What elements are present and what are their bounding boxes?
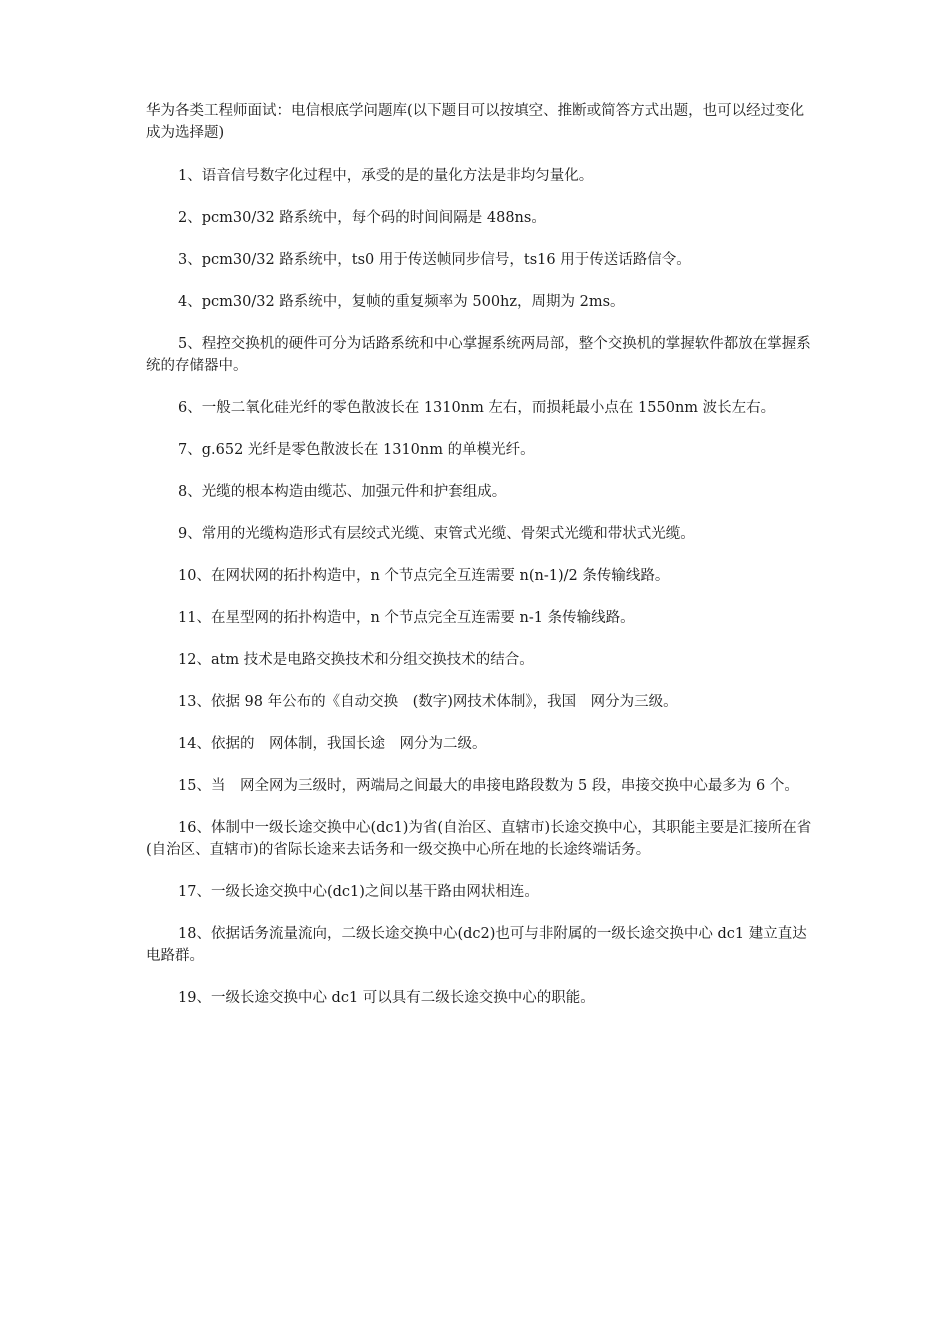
question-item: 18、依据话务流量流向，二级长途交换中心(dc2)也可与非附属的一级长途交换中心 dc1 建立直达电路群。 xyxy=(146,926,807,964)
question-item: 1、语音信号数字化过程中，承受的是的量化方法是非均匀量化。 xyxy=(178,168,594,184)
question-item: 12、atm 技术是电路交换技术和分组交换技术的结合。 xyxy=(178,652,534,668)
question-item: 11、在星型网的拓扑构造中，n 个节点完全互连需要 n-1 条传输线路。 xyxy=(178,610,635,626)
question-item: 3、pcm30/32 路系统中，ts0 用于传送帧同步信号，ts16 用于传送话路信令。 xyxy=(178,252,691,268)
document-intro: 华为各类工程师面试：电信根底学问题库(以下题目可以按填空、推断或简答方式出题，也可以经过变化成为选择题) xyxy=(146,103,805,141)
question-item: 4、pcm30/32 路系统中，复帧的重复频率为 500hz，周期为 2ms。 xyxy=(178,294,625,310)
question-item: 6、一般二氧化硅光纤的零色散波长在 1310nm 左右，而损耗最小点在 1550nm 波长左右。 xyxy=(178,400,776,416)
question-item: 16、体制中一级长途交换中心(dc1)为省(自治区、直辖市)长途交换中心，其职能主要是汇接所在省(自治区、直辖市)的省际长途来去话务和一级交换中心所在地的长途终端话务。 xyxy=(146,820,812,858)
question-item: 9、常用的光缆构造形式有层绞式光缆、束管式光缆、骨架式光缆和带状式光缆。 xyxy=(178,526,695,542)
question-item: 14、依据的 网体制，我国长途 网分为二级。 xyxy=(178,736,487,752)
question-item: 15、当 网全网为三级时，两端局之间最大的串接电路段数为 5 段，串接交换中心最多为 6 个。 xyxy=(178,778,799,794)
question-item: 13、依据 98 年公布的《自动交换 (数字)网技术体制》，我国 网分为三级。 xyxy=(178,694,678,710)
question-item: 17、一级长途交换中心(dc1)之间以基干路由网状相连。 xyxy=(178,884,539,900)
question-item: 10、在网状网的拓扑构造中，n 个节点完全互连需要 n(n-1)/2 条传输线路。 xyxy=(178,568,670,584)
question-item: 2、pcm30/32 路系统中，每个码的时间间隔是 488ns。 xyxy=(178,210,546,226)
question-item: 7、g.652 光纤是零色散波长在 1310nm 的单模光纤。 xyxy=(178,442,535,458)
question-item: 19、一级长途交换中心 dc1 可以具有二级长途交换中心的职能。 xyxy=(178,990,595,1006)
question-item: 5、程控交换机的硬件可分为话路系统和中心掌握系统两局部，整个交换机的掌握软件都放在掌握系统的存储器中。 xyxy=(146,336,811,374)
document-page xyxy=(146,100,814,1029)
question-item: 8、光缆的根本构造由缆芯、加强元件和护套组成。 xyxy=(178,484,507,500)
